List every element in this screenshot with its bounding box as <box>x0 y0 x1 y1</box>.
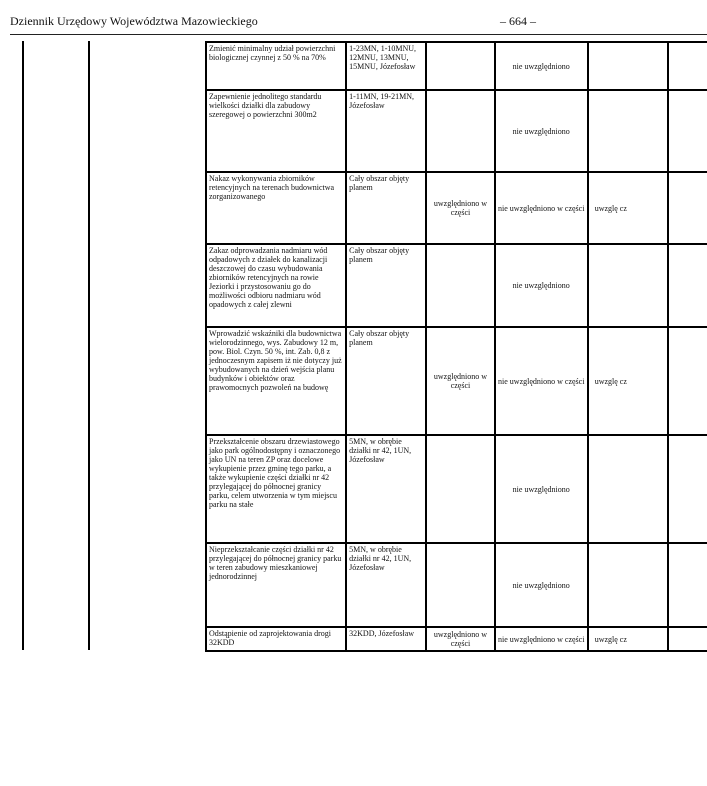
decision-cell <box>426 543 495 627</box>
remark-description: Wprowadzić wskaźniki dla budownictwa wielorodzinnego, wys. Zabudowy 12 m, pow. Biol. Czyn. 50 %, int. Zab. 0,8 z jednoczesnym zapisem iż nie dotyczy już wybudowanych na dzień wejścia planu budynków i obiektów oraz prawomocnych pozwoleń na budowę <box>206 327 346 435</box>
truncated-cell <box>668 627 707 651</box>
decision-cell: nie uwzględniono <box>495 42 588 90</box>
table-row <box>206 327 707 435</box>
remark-description: Przekształcenie obszaru drzewiastowego jako park ogólnodostępny i oznaczonego jako UN na teren ZP oraz docelowe wykupienie przez gminę tego parku, a także wykupienie części działki nr 42 przylegającej do północnej granicy parku, celem utworzenia w tym miejscu parku na stałe <box>206 435 346 543</box>
truncated-cell <box>668 327 707 435</box>
table-row <box>206 172 707 244</box>
decision-cell: nie uwzględniono w części <box>495 327 588 435</box>
remark-description: Odstąpienie od zaprojektowania drogi 32KDD <box>206 627 346 651</box>
decision-cell: uwzględniono w części <box>426 172 495 244</box>
decision-cell <box>588 244 668 327</box>
decision-cell <box>426 435 495 543</box>
decision-cell <box>426 42 495 90</box>
table-row <box>206 627 707 651</box>
decision-cell: nie uwzględniono <box>495 435 588 543</box>
remark-area: 1-23MN, 1-10MNU, 12MNU, 13MNU, 15MNU, Józefosław <box>346 42 426 90</box>
page-header <box>10 0 707 35</box>
remark-area: Cały obszar objęty planem <box>346 244 426 327</box>
decision-cell-truncated: uwzglę cz <box>588 627 668 651</box>
truncated-cell <box>668 42 707 90</box>
truncated-cell <box>668 90 707 172</box>
decision-cell <box>588 435 668 543</box>
decision-cell: uwzględniono w części <box>426 627 495 651</box>
decision-cell <box>426 244 495 327</box>
remarks-table <box>205 41 707 652</box>
table-row <box>206 244 707 327</box>
table-row <box>206 42 707 90</box>
decision-cell: nie uwzględniono <box>495 90 588 172</box>
truncated-cell <box>668 172 707 244</box>
remark-area: 32KDD, Józefosław <box>346 627 426 651</box>
decision-cell: uwzględniono w części <box>426 327 495 435</box>
decision-cell <box>588 543 668 627</box>
table-row <box>206 543 707 627</box>
remark-area: 5MN, w obrębie działki nr 42, 1UN, Józefosław <box>346 435 426 543</box>
remark-description: Zakaz odprowadzania nadmiaru wód odpadowych z działek do kanalizacji deszczowej do czasu wybudowania zbiorników retencyjnych na rowie Jeziorki i przystosowaniu go do możliwości odbioru nadmiaru wód opadowych z całej zlewni <box>206 244 346 327</box>
table-row <box>206 90 707 172</box>
remark-description: Nieprzekształcanie części działki nr 42 przylegającej do północnej granicy parku w teren zabudowy mieszkaniowej jednorodzinnej <box>206 543 346 627</box>
remark-description: Zapewnienie jednolitego standardu wielkości działki dla zabudowy szeregowej o powierzchni 300m2 <box>206 90 346 172</box>
remark-area: 1-11MN, 19-21MN, Józefosław <box>346 90 426 172</box>
remark-area: 5MN, w obrębie działki nr 42, 1UN, Józefosław <box>346 543 426 627</box>
remark-description: Nakaz wykonywania zbiorników retencyjnych na terenach budownictwa zorganizowanego <box>206 172 346 244</box>
decision-cell: nie uwzględniono w części <box>495 172 588 244</box>
decision-cell <box>588 90 668 172</box>
decision-cell-truncated: uwzglę cz <box>588 327 668 435</box>
truncated-cell <box>668 244 707 327</box>
decision-cell: nie uwzględniono w części <box>495 627 588 651</box>
remark-area: Cały obszar objęty planem <box>346 327 426 435</box>
truncated-cell <box>668 543 707 627</box>
second-border-line <box>88 41 90 650</box>
left-border-line <box>22 41 24 650</box>
decision-cell <box>426 90 495 172</box>
page-number: – 664 – <box>500 14 536 28</box>
table-row <box>206 435 707 543</box>
decision-cell: nie uwzględniono <box>495 244 588 327</box>
truncated-cell <box>668 435 707 543</box>
decision-cell: nie uwzględniono <box>495 543 588 627</box>
decision-cell-truncated: uwzglę cz <box>588 172 668 244</box>
decision-cell <box>588 42 668 90</box>
journal-title: Dziennik Urzędowy Województwa Mazowieckiego <box>10 14 258 28</box>
remark-area: Cały obszar objęty planem <box>346 172 426 244</box>
remark-description: Zmienić minimalny udział powierzchni biologicznej czynnej z 50 % na 70% <box>206 42 346 90</box>
